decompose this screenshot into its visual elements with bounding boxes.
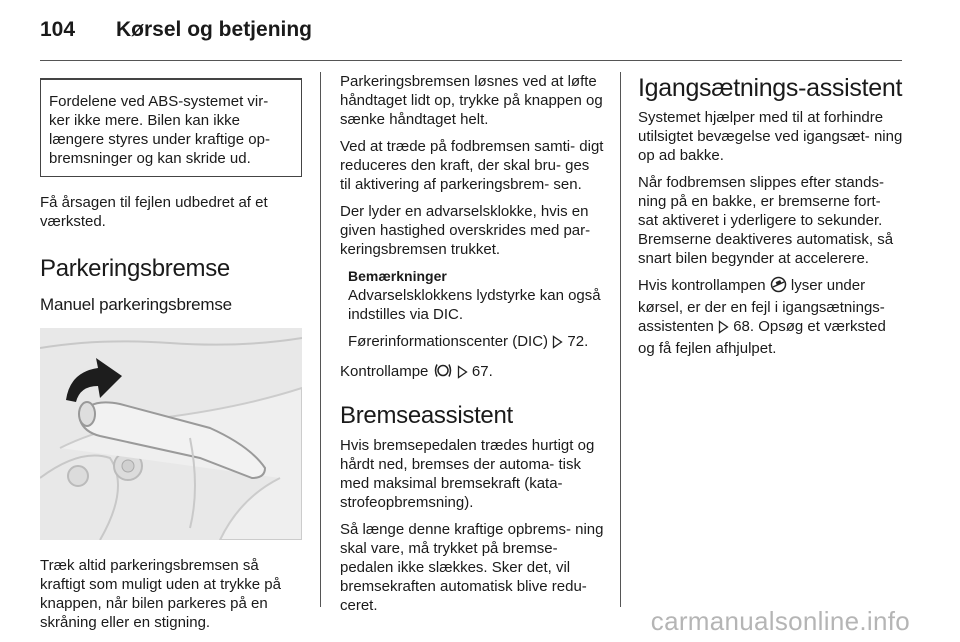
paragraph: Hvis kontrollampen lyser under kørsel, er der en fejl i igangsætnings- assistenten 68. Opsøg et værksted og få fejlen afhjulpet. [638,277,886,357]
triangle-right-outline-icon [457,365,468,384]
note-text: Advarselsklokkens lydstyrke kan også indstilles via DIC. [348,287,601,323]
heading-hill-start-assist: Igangsætnings-assistent [638,74,903,102]
hill-start-assist-icon [770,276,787,298]
paragraph: Parkeringsbremsen løsnes ved at løfte håndtaget lidt op, trykke på knappen og sænke håndtaget helt. [340,73,603,128]
column-2 [340,72,604,623]
paragraph: Der lyder en advarselsklokke, hvis en given hastighed overskrides med par- keringsbremsen trukket. [340,203,591,258]
column-divider [320,72,321,607]
note-reference: Førerinformationscenter (DIC) 72. [348,332,604,354]
heading-manual-parking-brake: Manuel parkeringsbremse [40,295,232,314]
warning-box [40,78,302,177]
note-block [340,267,604,354]
page-ref-link[interactable]: 72. [567,333,589,350]
page-ref-link[interactable]: 68. [733,318,755,335]
warning-text: Fordelene ved ABS-systemet vir- ker ikke mere. Bilen kan ikke længere styres under kraftige op- bremsninger og kan skride ud. [49,93,270,167]
triangle-right-outline-icon [552,335,563,354]
paragraph: Hvis bremsepedalen trædes hurtigt og hårdt ned, bremses der automa- tisk med maksimal bremsekraft (kata- strofeopbremsning). [340,437,595,511]
paragraph: Systemet hjælper med til at forhindre utilsigtet bevægelse ved igangsæt- ning op ad bakke. [638,109,903,164]
watermark: carmanualsonline.info [650,606,910,636]
circle-parking-brake-icon [433,362,453,384]
header-rule [40,60,902,61]
paragraph: Træk altid parkeringsbremsen så kraftigt som muligt uden at trykke på knappen, når bilen parkeres på en skråning eller en stigning. [40,557,281,631]
triangle-right-outline-icon [718,320,729,339]
page-number: 104 [40,18,76,41]
heading-brake-assist: Bremseassistent [340,402,513,429]
column-1 [40,72,302,640]
paragraph: Få årsagen til fejlen udbedret af et værksted. [40,194,268,230]
page-header [40,18,312,48]
chapter-title: Kørsel og betjening [116,18,313,41]
lamp-reference: Kontrollampe 67. [340,362,604,384]
page-ref-link[interactable]: 67. [471,363,493,380]
note-heading: Bemærkninger [348,268,447,284]
paragraph: Så længe denne kraftige opbrems- ning skal vare, må trykket på bremse- pedalen ikke slækkes. Sker det, vil bremsekraften automatisk blive redu- ceret. [340,521,604,614]
column-3 [638,72,904,366]
heading-parking-brake: Parkeringsbremse [40,255,230,282]
paragraph: Når fodbremsen slippes efter stands- ning på en bakke, er bremserne fort- sat aktiveret i yderligere to sekunder. Bremserne deaktiveres automatisk, så snart bilen begynder at accelerere. [638,174,894,267]
parking-brake-illustration [40,328,302,540]
column-divider [620,72,621,607]
paragraph: Ved at træde på fodbremsen samti- digt reduceres den kraft, der skal bru- ges til aktivering af parkeringsbrem- sen. [340,138,604,193]
